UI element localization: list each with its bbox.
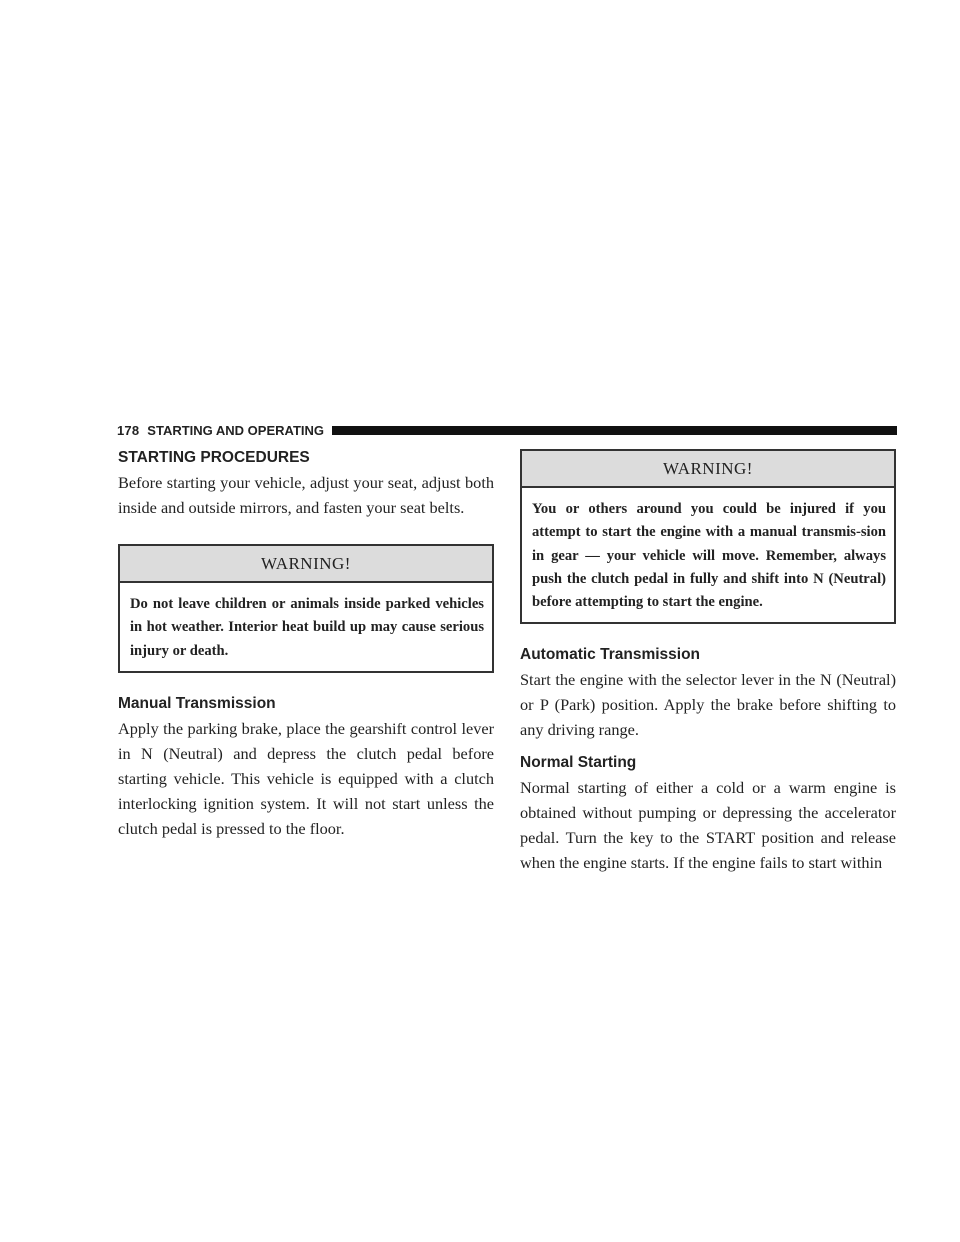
header-rule [332, 426, 897, 435]
warning-box-transmission [520, 449, 896, 624]
warning-text: You or others around you could be injured if you attempt to start the engine with a manual transmis-sion in gear — your vehicle will move. Remember, always push the clutch pedal in fully and shift into N (Neutral) before attempting to start the engine. [532, 501, 886, 611]
normal-starting-heading: Normal Starting [520, 754, 637, 772]
starting-procedures-text: Before starting your vehicle, adjust your seat, adjust both inside and outside mirrors, and fasten your seat belts. [118, 473, 494, 517]
warning-box-children [118, 544, 494, 673]
page-header [117, 421, 897, 439]
warning-title: WARNING! [120, 546, 492, 583]
page-number: 178 [117, 422, 140, 438]
left-column [118, 449, 494, 841]
automatic-transmission-text: Start the engine with the selector lever in the N (Neutral) or P (Park) position. Apply the brake before shifting to any driving range. [520, 670, 896, 740]
automatic-transmission-heading: Automatic Transmission [520, 646, 701, 664]
starting-procedures-heading: STARTING PROCEDURES [118, 449, 310, 466]
normal-starting-text: Normal starting of either a cold or a warm engine is obtained without pumping or depressing the accelerator pedal. Turn the key to the START position and release when the engine starts. If the engine fails to start within [520, 778, 896, 873]
manual-transmission-heading: Manual Transmission [118, 694, 276, 712]
right-column [520, 449, 896, 875]
warning-text: Do not leave children or animals inside parked vehicles in hot weather. Interior heat build up may cause serious injury or death. [130, 596, 484, 659]
manual-transmission-text: Apply the parking brake, place the gearshift control lever in N (Neutral) and depress the clutch pedal before starting vehicle. This vehicle is equipped with a clutch interlocking ignition system. It will not start unless the clutch pedal is pressed to the floor. [118, 718, 494, 838]
chapter-title: STARTING AND OPERATING [147, 422, 324, 438]
warning-title: WARNING! [522, 451, 894, 488]
